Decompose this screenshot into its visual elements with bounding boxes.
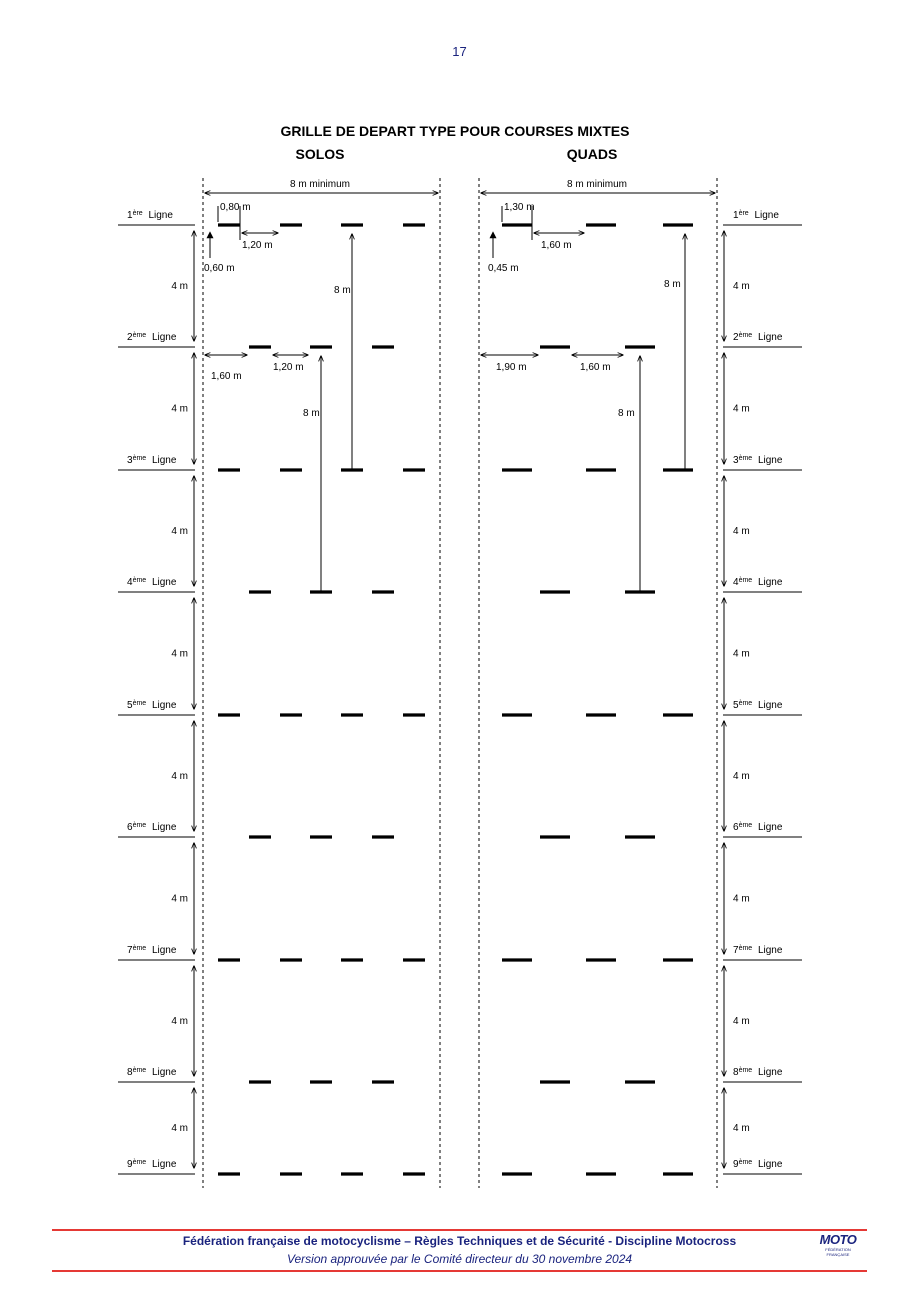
right-line-label: 9ème Ligne bbox=[733, 1159, 783, 1170]
right-line-label: 5ème Ligne bbox=[733, 700, 783, 711]
right-spacing-label: 4 m bbox=[733, 771, 750, 782]
footer-version: Version approuvée par le Comité directeur du 30 novembre 2024 bbox=[286, 1252, 633, 1266]
quads-gap-label: 1,60 m bbox=[541, 240, 572, 251]
logo-sub-line2: FRANÇAISE bbox=[826, 1252, 850, 1257]
left-spacing-label: 4 m bbox=[171, 771, 188, 782]
left-line-label: 2ème Ligne bbox=[127, 332, 177, 343]
left-line-label: 6ème Ligne bbox=[127, 822, 177, 833]
ffm-logo bbox=[815, 1232, 861, 1268]
diagram-title: GRILLE DE DEPART TYPE POUR COURSES MIXTES bbox=[280, 123, 630, 139]
solos-subtitle: SOLOS bbox=[295, 146, 345, 162]
left-spacing-label: 4 m bbox=[171, 281, 188, 292]
quads-8m-label-a: 8 m bbox=[664, 279, 681, 290]
right-line-label: 8ème Ligne bbox=[733, 1067, 783, 1078]
right-line-label: 2ème Ligne bbox=[733, 332, 783, 343]
left-line-label: 9ème Ligne bbox=[127, 1159, 177, 1170]
right-spacing-label: 4 m bbox=[733, 403, 750, 415]
footer-top-rule bbox=[52, 1229, 867, 1231]
quads-width-label: 8 m minimum bbox=[566, 179, 628, 190]
right-line-label: 7ème Ligne bbox=[733, 945, 783, 956]
right-spacing-label: 4 m bbox=[733, 893, 750, 905]
left-line-label: 5ème Ligne bbox=[127, 700, 177, 711]
left-line-label: 3ème Ligne bbox=[127, 455, 177, 466]
solos-width-label: 8 m minimum bbox=[289, 179, 351, 190]
right-spacing-label: 4 m bbox=[733, 281, 750, 292]
quads-subtitle: QUADS bbox=[566, 146, 618, 162]
page-number: 17 bbox=[452, 44, 467, 59]
left-spacing-label: 4 m bbox=[171, 893, 188, 905]
solos-even-gap-label: 1,20 m bbox=[273, 362, 304, 373]
quads-8m-label-b: 8 m bbox=[618, 408, 635, 419]
solos-gap-label: 1,20 m bbox=[242, 240, 273, 251]
right-spacing-label: 4 m bbox=[733, 1016, 750, 1027]
right-line-label: 1ère Ligne bbox=[733, 210, 779, 221]
footer-bottom-rule bbox=[52, 1270, 867, 1272]
right-spacing-label: 4 m bbox=[733, 526, 750, 537]
solos-side-offset-label: 1,60 m bbox=[211, 371, 242, 382]
right-line-label: 6ème Ligne bbox=[733, 822, 783, 833]
left-spacing-label: 4 m bbox=[171, 648, 188, 660]
left-spacing-label: 4 m bbox=[171, 526, 188, 537]
quads-side-offset-label: 1,90 m bbox=[496, 362, 527, 373]
quads-even-gap-label: 1,60 m bbox=[580, 362, 611, 373]
left-line-label: 7ème Ligne bbox=[127, 945, 177, 956]
quads-gate-width-label: 1,30 m bbox=[504, 202, 535, 213]
solos-8m-label-a: 8 m bbox=[334, 285, 351, 296]
footer-title: Fédération française de motocyclisme – Règles Techniques et de Sécurité - Discipline Motocross bbox=[182, 1234, 737, 1248]
right-spacing-label: 4 m bbox=[733, 648, 750, 660]
solos-gate-width-label: 0,80 m bbox=[220, 202, 251, 213]
quads-front-offset-label: 0,45 m bbox=[488, 263, 519, 274]
logo-wordmark: MOTO bbox=[819, 1232, 857, 1247]
left-spacing-label: 4 m bbox=[171, 403, 188, 415]
left-spacing-label: 4 m bbox=[171, 1123, 188, 1134]
logo-subtitle bbox=[815, 1247, 861, 1257]
left-line-label: 8ème Ligne bbox=[127, 1067, 177, 1078]
solos-8m-label-b: 8 m bbox=[303, 408, 320, 419]
left-line-label: 1ère Ligne bbox=[127, 210, 173, 221]
right-spacing-label: 4 m bbox=[733, 1123, 750, 1134]
solos-front-offset-label: 0,60 m bbox=[204, 263, 235, 274]
right-line-label: 4ème Ligne bbox=[733, 577, 783, 588]
left-spacing-label: 4 m bbox=[171, 1016, 188, 1027]
left-line-label: 4ème Ligne bbox=[127, 577, 177, 588]
logo-sub-line1: FÉDÉRATION bbox=[825, 1247, 851, 1252]
right-line-label: 3ème Ligne bbox=[733, 455, 783, 466]
